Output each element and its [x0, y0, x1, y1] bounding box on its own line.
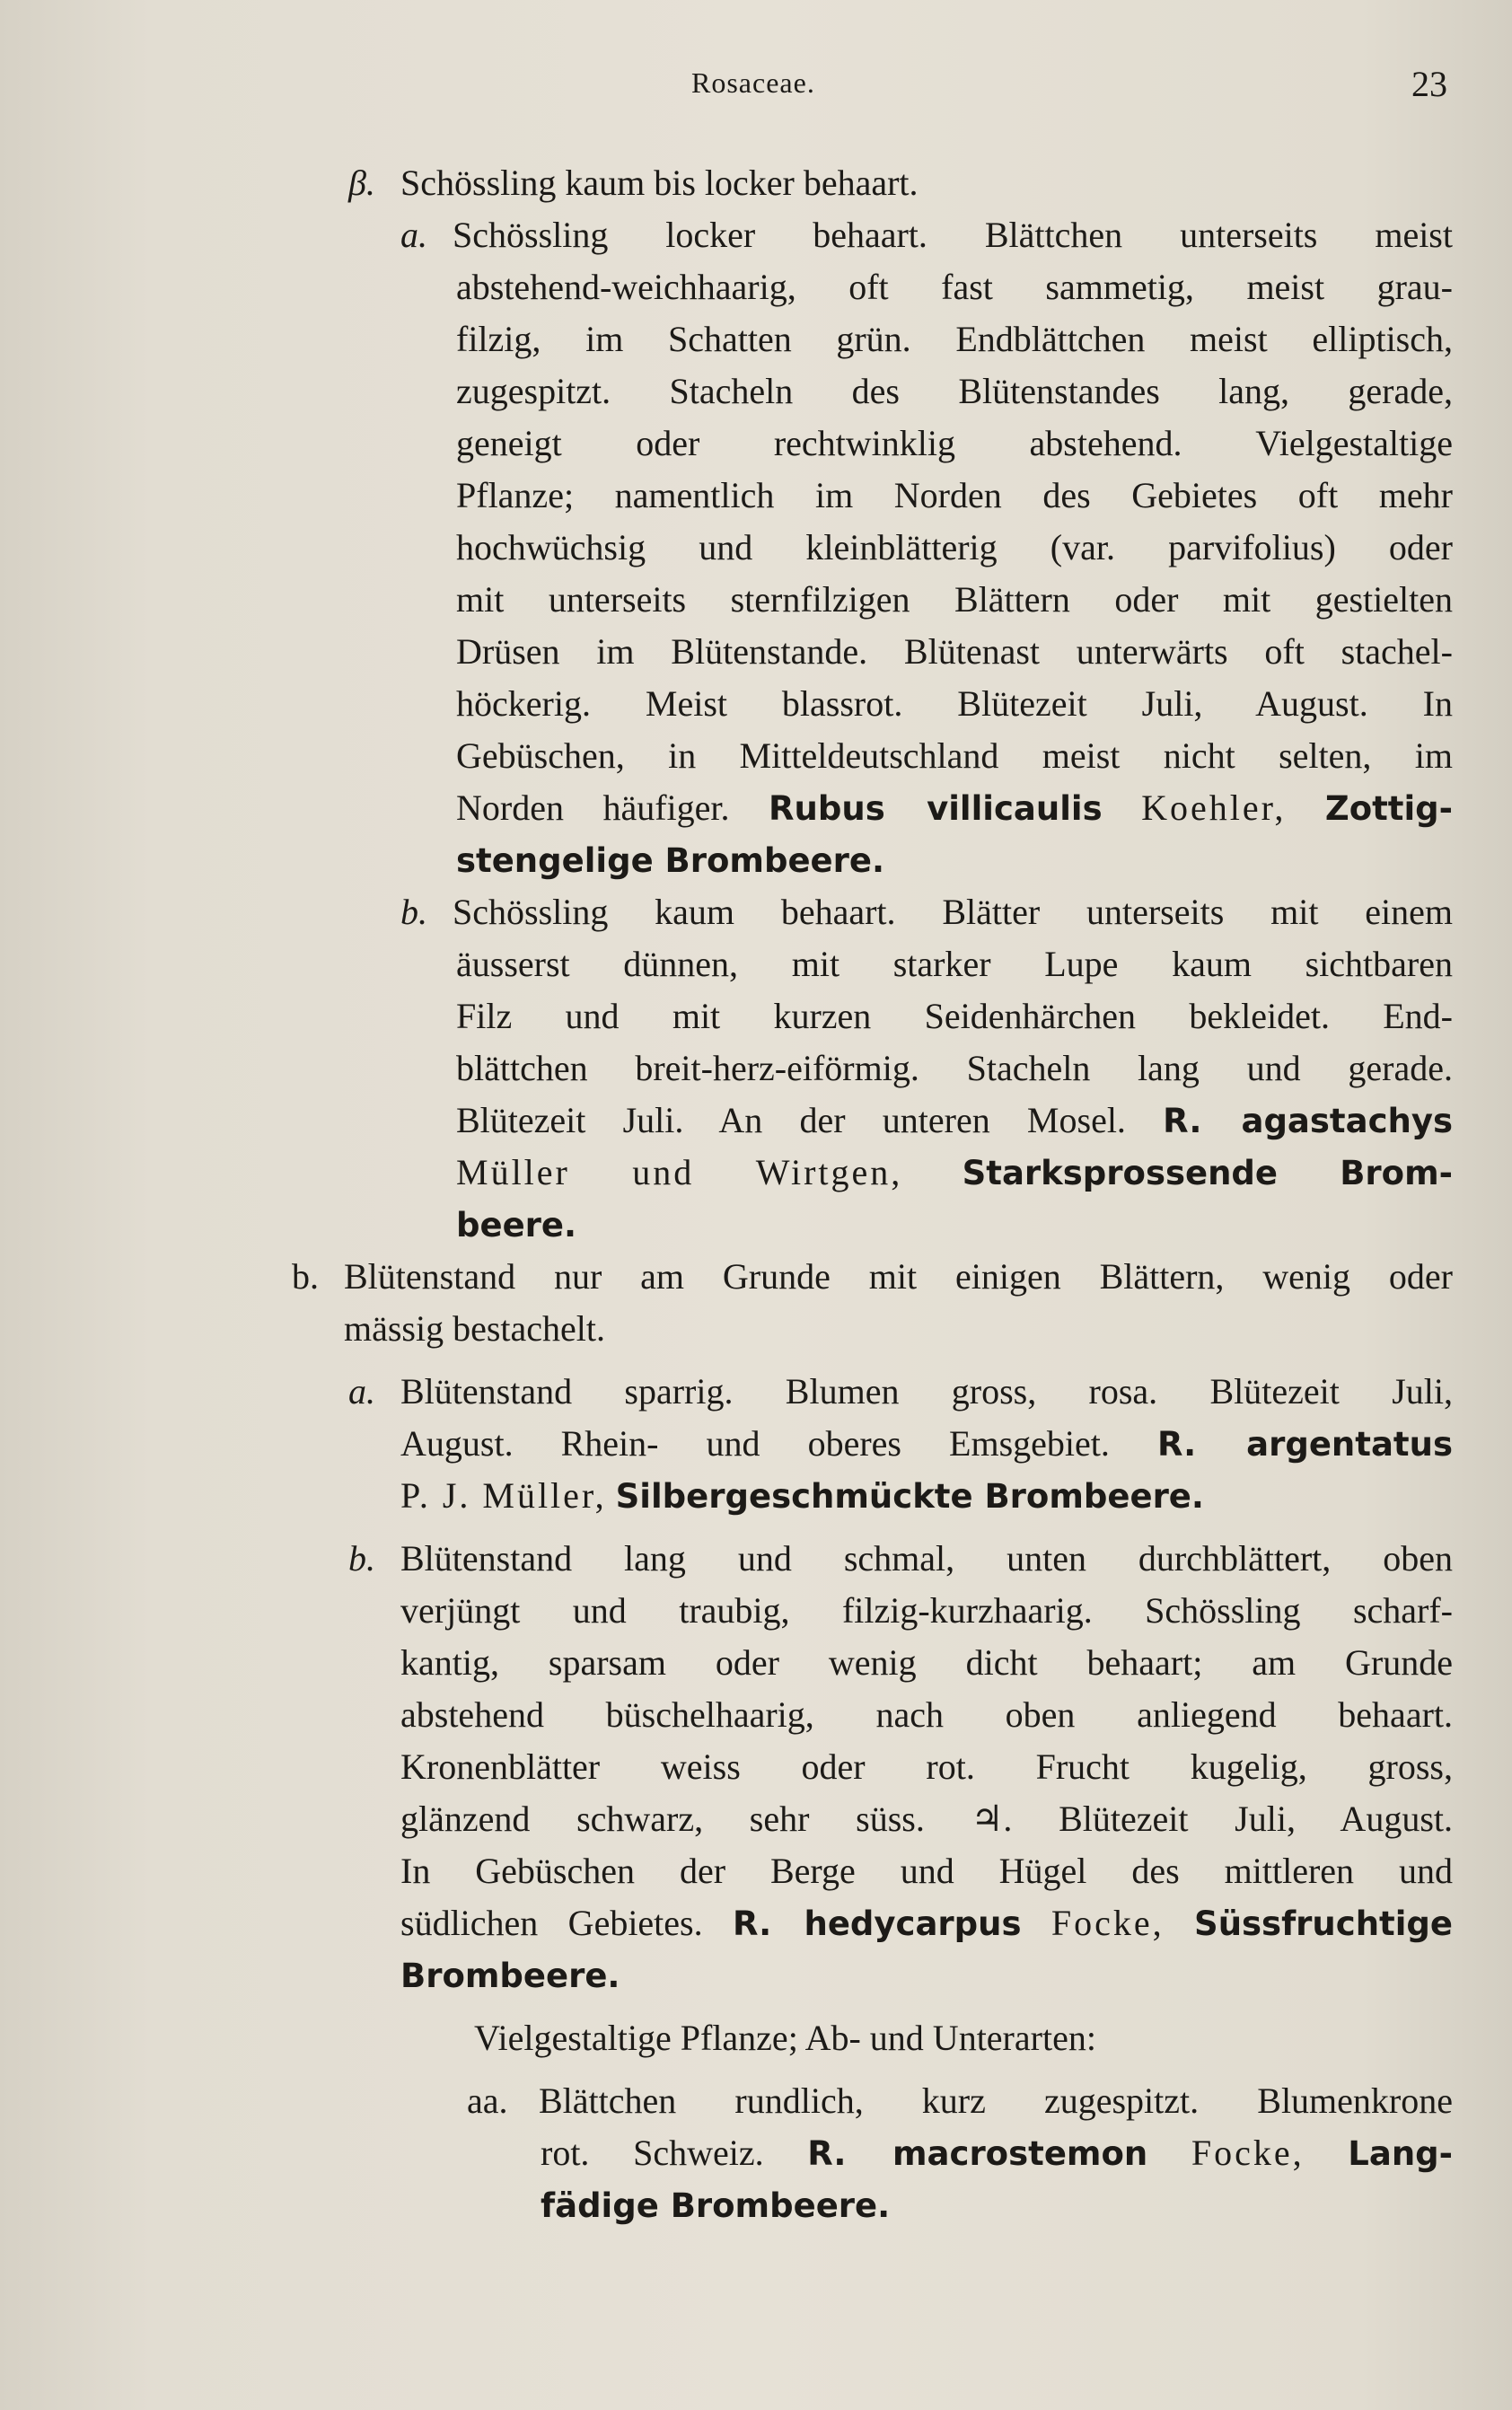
running-title: Rosaceae.: [691, 66, 815, 99]
text-line: Gebüschen, in Mitteldeutschland meist nicht selten, im: [456, 735, 1453, 776]
text-line: hochwüchsig und kleinblätterig (var. parvifolius) oder: [456, 527, 1453, 567]
common-name: Süssfruchtige: [1194, 1904, 1453, 1943]
author-name: Müller und Wirtgen,: [456, 1152, 903, 1192]
text-line: abstehend-weichhaarig, oft fast sammetig, meist grau-: [456, 267, 1453, 307]
text-line: abstehend büschelhaarig, nach oben anliegend behaart.: [400, 1694, 1453, 1735]
text-line: blättchen breit-herz-eiförmig. Stacheln lang und gerade.: [456, 1048, 1453, 1088]
text-line: mässig bestachelt.: [344, 1308, 606, 1349]
line-text: August. Rhein- und oberes Emsgebiet.: [400, 1423, 1110, 1464]
text-line: [456, 1147, 1453, 1199]
text-line: [400, 886, 1453, 938]
text-line: äusserst dünnen, mit starker Lupe kaum sichtbaren: [456, 944, 1453, 984]
text-line: zugespitzt. Stacheln des Blütenstandes lang, gerade,: [456, 371, 1453, 411]
list-marker: a.: [400, 215, 427, 255]
text-line: geneigt oder rechtwinklig abstehend. Vielgestaltige: [456, 423, 1453, 463]
text-line: [348, 1533, 1453, 1585]
author-name: Focke,: [1191, 2133, 1305, 2173]
author-name: Focke,: [1050, 1903, 1165, 1943]
text-line: [348, 157, 1453, 209]
text-line: Drüsen im Blütenstande. Blütenast unterwärts oft stachel-: [456, 631, 1453, 672]
common-name: beere.: [456, 1206, 577, 1245]
common-name: Lang-: [1348, 2134, 1454, 2173]
species-name: R. argentatus: [1156, 1425, 1453, 1464]
text-line: [292, 1251, 1453, 1303]
text-line: [400, 1418, 1453, 1470]
text-line: Kronenblätter weiss oder rot. Frucht kugelig, gross,: [400, 1746, 1453, 1787]
common-name: Brombeere.: [400, 1957, 620, 1995]
author-name: Koehler,: [1141, 787, 1287, 828]
line-text: Blütenstand nur am Grunde mit einigen Blättern, wenig oder: [344, 1256, 1453, 1297]
species-name: Rubus villicaulis: [769, 789, 1103, 828]
text-line: verjüngt und traubig, filzig-kurzhaarig. Schössling scharf-: [400, 1590, 1453, 1631]
text-line: mit unterseits sternfilzigen Blättern oder mit gestielten: [456, 579, 1453, 620]
list-marker: β.: [348, 163, 375, 203]
species-name: R. hedycarpus: [733, 1904, 1022, 1943]
text-line: [467, 2075, 1453, 2127]
text-line: [348, 1366, 1453, 1418]
text-line: [541, 2127, 1453, 2179]
common-name: fädige Brombeere.: [541, 2186, 891, 2225]
common-name: Silbergeschmückte Brombeere.: [615, 1477, 1204, 1516]
text-line: [456, 1199, 1453, 1251]
text-line: [400, 209, 1453, 261]
list-marker: b.: [348, 1538, 375, 1579]
list-marker: b.: [292, 1256, 319, 1297]
text-line: [400, 1470, 1453, 1522]
page-number: 23: [1411, 64, 1447, 104]
text-line: Filz und mit kurzen Seidenhärchen bekleidet. End-: [456, 996, 1453, 1036]
line-text: rot. Schweiz.: [541, 2133, 764, 2173]
line-text: Schössling locker behaart. Blättchen unterseits meist: [453, 215, 1453, 255]
list-marker: aa.: [467, 2080, 508, 2121]
line-text: Norden häufiger.: [456, 787, 730, 828]
line-text: Schössling kaum behaart. Blätter unterseits mit einem: [453, 892, 1453, 932]
common-name: Zottig-: [1324, 789, 1454, 828]
species-name: R. macrostemon: [807, 2134, 1148, 2173]
text-line: [456, 834, 1453, 886]
text-line: [400, 1949, 1453, 2001]
text-line: [400, 1897, 1453, 1949]
author-name: P. J. Müller,: [400, 1475, 607, 1516]
line-text: südlichen Gebietes.: [400, 1903, 703, 1943]
text-line: höckerig. Meist blassrot. Blütezeit Juli, August. In: [456, 683, 1453, 724]
text-line: kantig, sparsam oder wenig dicht behaart; am Grunde: [400, 1642, 1453, 1683]
text-line: Vielgestaltige Pflanze; Ab- und Unterarten:: [474, 2018, 1096, 2058]
line-text: Blättchen rundlich, kurz zugespitzt. Blumenkrone: [539, 2080, 1453, 2121]
text-line: [456, 1095, 1453, 1147]
line-text: Schössling kaum bis locker behaart.: [400, 163, 919, 203]
text-line: [541, 2179, 1453, 2231]
common-name: Starksprossende Brom-: [962, 1154, 1453, 1192]
text-line: glänzend schwarz, sehr süss. ♃. Blütezeit Juli, August.: [400, 1799, 1453, 1839]
line-text: Blütezeit Juli. An der unteren Mosel.: [456, 1100, 1126, 1140]
line-text: Blütenstand sparrig. Blumen gross, rosa. Blütezeit Juli,: [400, 1371, 1453, 1412]
common-name: stengelige Brombeere.: [456, 841, 885, 880]
list-marker: b.: [400, 892, 427, 932]
line-text: Blütenstand lang und schmal, unten durchblättert, oben: [400, 1538, 1453, 1579]
text-line: filzig, im Schatten grün. Endblättchen meist elliptisch,: [456, 319, 1453, 359]
text-line: [456, 782, 1453, 834]
text-line: In Gebüschen der Berge und Hügel des mittleren und: [400, 1851, 1453, 1891]
text-line: Pflanze; namentlich im Norden des Gebietes oft mehr: [456, 475, 1453, 515]
list-marker: a.: [348, 1371, 375, 1412]
running-header: [0, 61, 1512, 111]
species-name: R. agastachys: [1163, 1102, 1453, 1140]
